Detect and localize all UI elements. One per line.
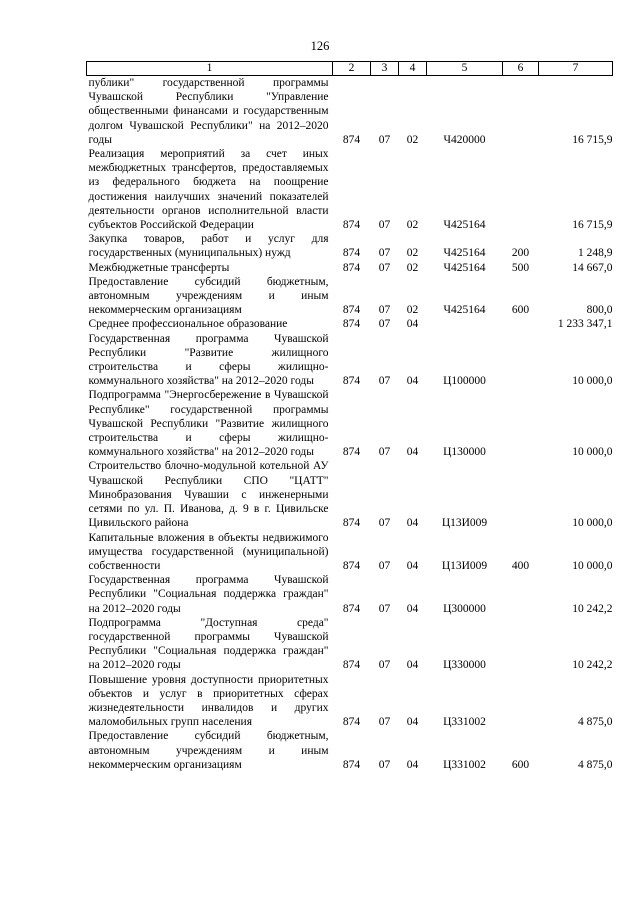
table-row: [87, 459, 613, 530]
row-col-2: 874: [342, 247, 361, 260]
row-name: Повышение уровня доступности приоритетных объектов и услуг в приоритетных сферах жизнедеятельности инвалидов и других маломобильных групп населения: [88, 673, 329, 729]
table-row: [87, 232, 613, 260]
table-row: [87, 332, 613, 389]
row-col-5: Ч425164: [443, 304, 486, 317]
row-col-3: 07: [378, 517, 391, 530]
row-col-7: 1 248,9: [578, 247, 613, 260]
row-col-6: [503, 616, 539, 673]
row-name: Строительство блочно-модульной котельной АУ Чувашской Республики СПО "ЦАТТ" Минобразования Чувашии с инженерными сетями по ул. П. Иванова, д. 9 в г. Цивильске Цивильского района: [88, 460, 329, 530]
row-col-5: Ч425164: [443, 261, 486, 274]
row-col-7: 1 233 347,1: [557, 318, 613, 331]
budget-table: [86, 61, 613, 772]
row-col-5: Ц13И009: [441, 559, 488, 572]
row-col-4: 04: [406, 375, 419, 388]
row-col-6: 600: [511, 758, 530, 771]
header-col-4: 4: [399, 62, 427, 76]
row-col-7: 10 000,0: [572, 517, 613, 530]
row-col-4: 04: [406, 318, 419, 331]
row-col-2: 874: [342, 375, 361, 388]
row-col-3: 07: [378, 559, 391, 572]
row-col-5: Ц100000: [443, 375, 486, 388]
row-col-6: [503, 573, 539, 616]
row-col-6: [503, 388, 539, 459]
row-col-4: 04: [406, 758, 419, 771]
row-col-4: 02: [406, 133, 419, 146]
row-col-5: Ч425164: [443, 247, 486, 260]
row-col-2: 874: [342, 261, 361, 274]
header-col-3: 3: [371, 62, 399, 76]
row-col-2: 874: [342, 716, 361, 729]
row-col-4: 04: [406, 716, 419, 729]
row-name: Закупка товаров, работ и услуг для государственных (муниципальных) нужд: [88, 233, 329, 260]
row-name: Реализация мероприятий за счет иных межбюджетных трансфертов, предоставляемых из федерального бюджета на поощрение достижения наилучших значений показателей деятельности органов исполнительной власти субъектов Российской Федерации: [88, 148, 329, 232]
row-name: Подпрограмма "Энергосбережение в Чувашской Республике" государственной программы Чувашской Республики "Развитие жилищного строительства и сферы жилищно-коммунального хозяйства" на 2012–2020 годы: [88, 389, 329, 459]
row-col-6: [503, 459, 539, 530]
row-col-2: 874: [342, 659, 361, 672]
row-col-4: 04: [406, 659, 419, 672]
row-name: Государственная программа Чувашской Республики "Социальная поддержка граждан" на 2012–2020 годы: [88, 574, 329, 615]
row-col-4: 04: [406, 517, 419, 530]
row-name: Предоставление субсидий бюджетным, автономным учреждениям и иным некоммерческим организациям: [88, 275, 329, 317]
table-row: [87, 388, 613, 459]
row-col-2: 874: [342, 517, 361, 530]
table-row: [87, 261, 613, 275]
table-row: [87, 275, 613, 318]
row-col-3: 07: [378, 446, 391, 459]
row-col-6: [503, 332, 539, 389]
row-col-7: 16 715,9: [572, 133, 613, 146]
row-col-5: Ц13И009: [441, 517, 488, 530]
row-col-4: 04: [406, 602, 419, 615]
row-col-3: 07: [378, 318, 391, 331]
row-col-6: 600: [511, 304, 530, 317]
row-col-2: 874: [342, 559, 361, 572]
row-col-7: 14 667,0: [572, 261, 613, 274]
row-name: Предоставление субсидий бюджетным, автономным учреждениям и иным некоммерческим организациям: [88, 730, 329, 771]
row-name: Подпрограмма "Доступная среда" государственной программы Чувашской Республики "Социальная поддержка граждан" на 2012–2020 годы: [88, 616, 329, 672]
row-name: Межбюджетные трансферты: [88, 261, 230, 274]
row-col-4: 04: [406, 446, 419, 459]
header-col-1: 1: [87, 62, 333, 76]
row-col-7: 10 242,2: [572, 602, 613, 615]
table-row: [87, 616, 613, 673]
page-number: 126: [310, 39, 330, 53]
row-col-2: 874: [342, 318, 361, 331]
row-col-7: 10 000,0: [572, 375, 613, 388]
table-row: [87, 531, 613, 574]
table-row: [87, 573, 613, 616]
header-col-5: 5: [427, 62, 503, 76]
row-col-6: [503, 673, 539, 730]
table-header-row: [87, 62, 613, 76]
row-name: Государственная программа Чувашской Республики "Развитие жилищного строительства и сферы жилищно-коммунального хозяйства" на 2012–2020 годы: [88, 332, 329, 388]
row-col-3: 07: [378, 375, 391, 388]
table-row: [87, 673, 613, 730]
row-col-7: 16 715,9: [572, 219, 613, 232]
header-col-6: 6: [503, 62, 539, 76]
row-col-6: [503, 76, 539, 148]
row-col-6: 400: [511, 559, 530, 572]
row-col-5: Ц331002: [443, 758, 486, 771]
row-col-5: Ч425164: [443, 219, 486, 232]
header-col-7: 7: [539, 62, 613, 76]
row-col-2: 874: [342, 304, 361, 317]
row-col-7: 10 000,0: [572, 446, 613, 459]
row-name: публики" государственной программы Чувашской Республики "Управление общественными финансами и государственным долгом Чувашской Республики" на 2012–2020 годы: [88, 77, 329, 146]
row-col-7: 4 875,0: [578, 716, 613, 729]
table-row: [87, 729, 613, 772]
row-col-4: 02: [406, 261, 419, 274]
row-col-2: 874: [342, 219, 361, 232]
row-col-5: Ч420000: [443, 133, 486, 146]
row-col-3: 07: [378, 133, 391, 146]
header-col-2: 2: [333, 62, 371, 76]
row-col-5: Ц331002: [443, 716, 486, 729]
row-col-5: Ц300000: [443, 602, 486, 615]
row-col-3: 07: [378, 758, 391, 771]
row-col-6: [503, 317, 539, 331]
row-col-7: 800,0: [586, 304, 613, 317]
row-col-7: 10 242,2: [572, 659, 613, 672]
row-col-5: Ц130000: [443, 446, 486, 459]
row-col-3: 07: [378, 716, 391, 729]
row-col-3: 07: [378, 219, 391, 232]
row-col-4: 04: [406, 559, 419, 572]
row-col-5: [427, 317, 503, 331]
row-col-3: 07: [378, 261, 391, 274]
row-col-6: [503, 147, 539, 232]
row-col-4: 02: [406, 304, 419, 317]
row-col-7: 4 875,0: [578, 758, 613, 771]
row-col-6: 200: [511, 247, 530, 260]
table-row: [87, 317, 613, 331]
row-col-3: 07: [378, 602, 391, 615]
table-row: [87, 76, 613, 148]
row-name: Капитальные вложения в объекты недвижимого имущества государственной (муниципальной) собственности: [88, 531, 329, 572]
row-col-2: 874: [342, 602, 361, 615]
row-col-4: 02: [406, 219, 419, 232]
row-col-5: Ц330000: [443, 659, 486, 672]
row-col-3: 07: [378, 304, 391, 317]
row-col-6: 500: [511, 261, 530, 274]
row-col-4: 02: [406, 247, 419, 260]
row-col-7: 10 000,0: [572, 559, 613, 572]
row-col-2: 874: [342, 133, 361, 146]
row-col-3: 07: [378, 659, 391, 672]
row-col-3: 07: [378, 247, 391, 260]
table-row: [87, 147, 613, 232]
row-name: Среднее профессиональное образование: [88, 318, 288, 331]
row-col-2: 874: [342, 758, 361, 771]
row-col-2: 874: [342, 446, 361, 459]
